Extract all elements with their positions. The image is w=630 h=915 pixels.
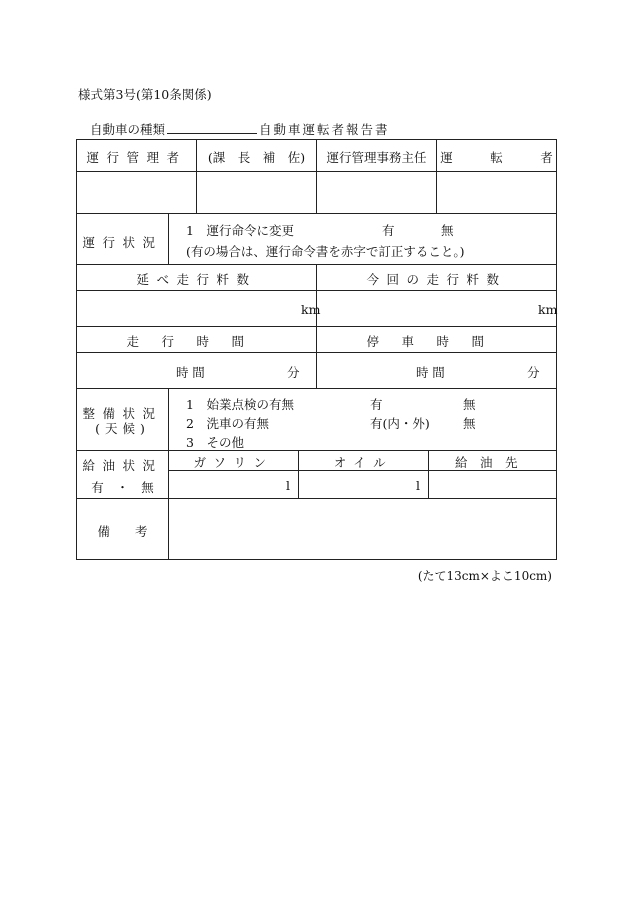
operation-status-label: 運行状況 <box>82 235 163 250</box>
driver-header: 運 転 者 <box>440 150 553 165</box>
operation-change-yes[interactable]: 有 <box>382 223 395 238</box>
current-mileage-unit: km <box>538 302 558 317</box>
vehicle-type-label: 自動車の種類 <box>90 122 166 137</box>
inspection-no[interactable]: 無 <box>463 397 476 412</box>
vehicle-type-field[interactable] <box>167 121 257 134</box>
inspection-item: 1 始業点検の有無 <box>186 397 294 412</box>
section-chief-seal[interactable] <box>197 172 316 213</box>
car-wash-yes[interactable]: 有(内・外) <box>370 416 430 431</box>
gasoline-unit: l <box>286 478 290 493</box>
fuel-station-header: 給油先 <box>454 455 530 470</box>
oil-header: オイル <box>333 455 394 470</box>
car-wash-no[interactable]: 無 <box>463 416 476 431</box>
operation-change-no[interactable]: 無 <box>441 223 454 238</box>
car-wash-item: 2 洗車の有無 <box>186 416 269 431</box>
fuel-yes-no[interactable]: 有 ・ 無 <box>91 480 154 495</box>
total-mileage-header: 延べ走行粁数 <box>136 272 257 287</box>
operation-manager-seal[interactable] <box>77 172 196 213</box>
section-chief-header: (課 長 補 佐) <box>207 150 306 165</box>
size-footnote: (たて13cm×よこ10cm) <box>417 569 552 583</box>
running-time-header: 走行時間 <box>126 334 267 349</box>
oil-unit: l <box>416 478 420 493</box>
fuel-station-field[interactable] <box>429 471 556 498</box>
remarks-field[interactable] <box>169 499 556 559</box>
form-number: 様式第3号(第10条関係) <box>78 87 212 102</box>
fuel-status-label: 給油状況 <box>82 458 163 473</box>
operation-change-note: (有の場合は、運行命令書を赤字で訂正すること。) <box>186 244 465 259</box>
office-chief-header: 運行管理事務主任 <box>326 150 427 165</box>
weather-label: (天候) <box>95 421 150 436</box>
driver-seal[interactable] <box>437 172 556 213</box>
other-item: 3 その他 <box>186 435 244 450</box>
maintenance-label: 整備状況 <box>82 406 163 421</box>
remarks-label: 備 考 <box>97 524 148 539</box>
operation-change-item: 1 運行命令に変更 <box>186 223 294 238</box>
operation-manager-header: 運行管理者 <box>86 150 187 165</box>
running-time-minutes-unit: 分 <box>287 365 300 380</box>
office-chief-seal[interactable] <box>317 172 436 213</box>
stop-time-header: 停車時間 <box>366 334 507 349</box>
stop-time-hours-unit: 時間 <box>416 365 449 380</box>
current-mileage-header: 今回の走行粁数 <box>366 272 507 287</box>
total-mileage-unit: km <box>301 302 321 317</box>
stop-time-minutes-unit: 分 <box>527 365 540 380</box>
report-heading <box>90 120 390 138</box>
gasoline-header: ガソリン <box>193 455 274 470</box>
inspection-yes[interactable]: 有 <box>370 397 383 412</box>
report-title: 自動車運転者報告書 <box>259 122 390 137</box>
running-time-hours-unit: 時間 <box>176 365 209 380</box>
